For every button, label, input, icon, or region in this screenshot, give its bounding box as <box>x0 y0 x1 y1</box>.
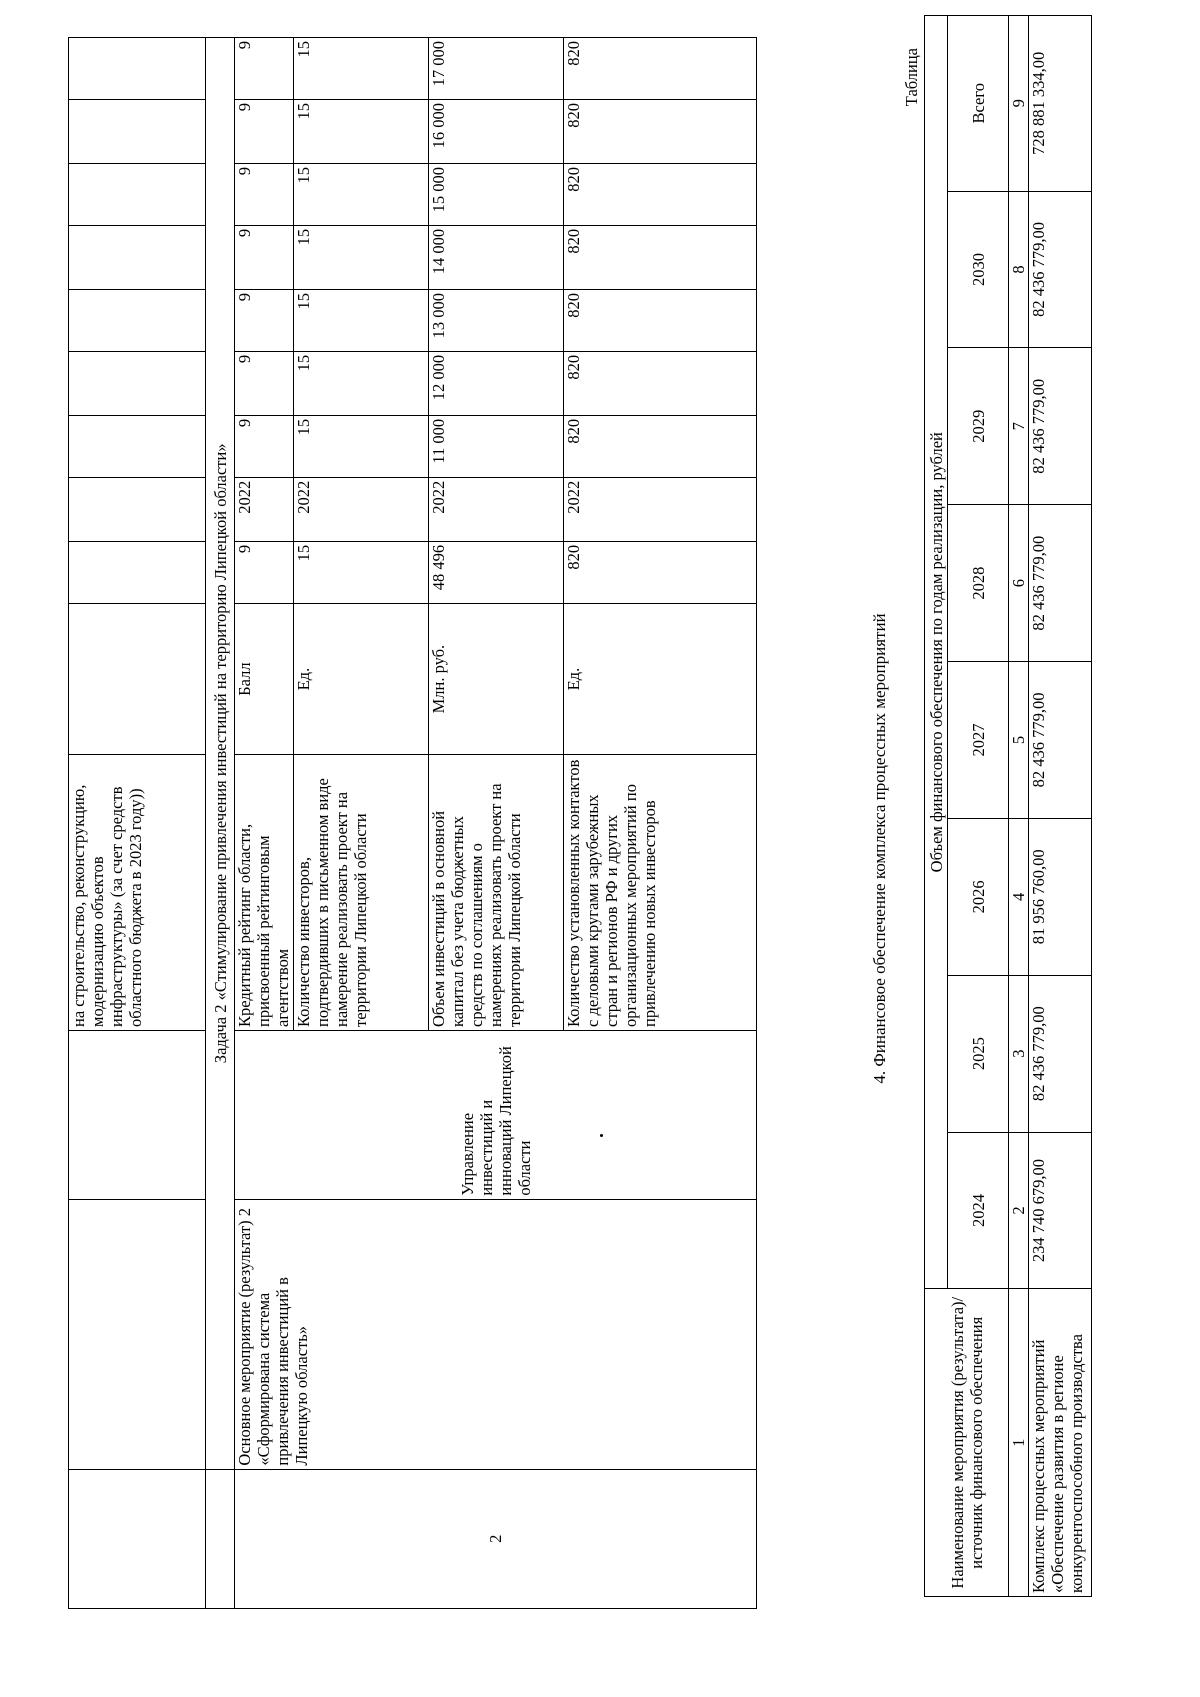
value-cell: 820 <box>564 415 757 477</box>
amount-cell: 728 881 334,00 <box>1029 16 1092 192</box>
base-value: 9 <box>235 541 294 603</box>
scan-speck <box>600 1134 603 1137</box>
amount-cell: 82 436 779,00 <box>1029 662 1092 819</box>
value-cell: 9 <box>235 351 294 415</box>
column-number: 7 <box>1009 348 1029 505</box>
year-header: 2024 <box>948 1132 1009 1289</box>
value-cell: 15 <box>294 225 429 289</box>
indicator-unit: Балл <box>235 603 294 755</box>
indicator-row <box>235 38 294 1609</box>
value-cell: 13 000 <box>429 289 564 351</box>
indicator-name: Объем инвестиций в основной капитал без учета бюджетных средств по соглашениям о намерениях реализовать проект на территории Липецкой области <box>429 755 564 1031</box>
section-title: 4. Финансовое обеспечение комплекса процессных мероприятий <box>870 613 889 1084</box>
column-number: 1 <box>1009 1289 1029 1597</box>
base-year: 2022 <box>235 477 294 541</box>
indicator-name: Кредитный рейтинг области, присвоенный рейтинговым агентством <box>235 755 294 1031</box>
indicator-name: Количество установленных контактов с деловыми кругами зарубежных стран и регионов РФ и других организационных мероприятий по привлечению новых инвесторов <box>564 755 757 1031</box>
column-number: 3 <box>1009 975 1029 1132</box>
year-header: 2029 <box>948 348 1009 505</box>
column-number: 2 <box>1009 1132 1029 1289</box>
indicator-unit: Ед. <box>564 603 757 755</box>
amount-cell: 82 436 779,00 <box>1029 348 1092 505</box>
value-cell: 9 <box>235 415 294 477</box>
indicator-unit: Млн. руб. <box>429 603 564 755</box>
year-header: 2026 <box>948 818 1009 975</box>
value-cell: 15 <box>294 99 429 163</box>
value-cell: 9 <box>235 38 294 100</box>
year-header: 2027 <box>948 662 1009 819</box>
column-number: 8 <box>1009 191 1029 348</box>
activity-name: Основное мероприятие (результат) 2 «Сформирована система привлечения инвестиций в Липецкую область» <box>235 1199 757 1469</box>
year-header: 2025 <box>948 975 1009 1132</box>
responsible-org: Управление инвестиций и инноваций Липецкой области <box>235 1031 757 1200</box>
continuation-text: на строительство, реконструкцию, модернизацию объектов инфраструктуры» (за счет средств областного бюджета в 2023 году)) <box>69 755 206 1031</box>
amount-cell: 82 436 779,00 <box>1029 975 1092 1132</box>
continuation-row <box>69 38 206 1609</box>
year-header: 2030 <box>948 191 1009 348</box>
value-cell: 820 <box>564 99 757 163</box>
funding-table <box>924 15 1092 1597</box>
value-cell: 15 <box>294 164 429 226</box>
value-cell: 15 <box>294 351 429 415</box>
task-title: Задача 2 «Стимулирование привлечения инвестиций на территорию Липецкой области» <box>206 38 235 1470</box>
value-cell: 9 <box>235 164 294 226</box>
value-cell: 15 000 <box>429 164 564 226</box>
table-label: Таблица <box>902 48 921 107</box>
base-year: 2022 <box>564 477 757 541</box>
base-year: 2022 <box>429 477 564 541</box>
value-cell: 820 <box>564 289 757 351</box>
column-number: 9 <box>1009 16 1029 192</box>
value-cell: 17 000 <box>429 38 564 100</box>
task-row <box>206 38 235 1609</box>
funding-data-row <box>1029 16 1092 1597</box>
value-cell: 14 000 <box>429 225 564 289</box>
base-value: 48 496 <box>429 541 564 603</box>
value-cell: 9 <box>235 99 294 163</box>
value-cell: 9 <box>235 225 294 289</box>
value-cell: 15 <box>294 38 429 100</box>
column-numbers-row <box>1009 16 1029 1597</box>
name-header: Наименование мероприятия (результата)/источник финансового обеспечения <box>925 1289 1009 1597</box>
value-cell: 820 <box>564 38 757 100</box>
group-header: Объем финансового обеспечения по годам реализации, рублей <box>925 16 948 1289</box>
value-cell: 820 <box>564 164 757 226</box>
column-number: 4 <box>1009 818 1029 975</box>
amount-cell: 82 436 779,00 <box>1029 191 1092 348</box>
program-name: Комплекс процессных мероприятий «Обеспечение развития в регионе конкурентоспособного производства <box>1029 1289 1092 1597</box>
funding-header-row <box>925 16 948 1597</box>
indicators-table <box>68 37 757 1609</box>
column-number: 6 <box>1009 505 1029 662</box>
value-cell: 820 <box>564 351 757 415</box>
row-number: 2 <box>235 1469 757 1608</box>
value-cell: 15 <box>294 289 429 351</box>
amount-cell: 234 740 679,00 <box>1029 1132 1092 1289</box>
column-number: 5 <box>1009 662 1029 819</box>
year-header: 2028 <box>948 505 1009 662</box>
year-header: Всего <box>948 16 1009 192</box>
amount-cell: 81 956 760,00 <box>1029 818 1092 975</box>
value-cell: 9 <box>235 289 294 351</box>
indicator-name: Количество инвесторов, подтвердивших в письменном виде намерение реализовать проект на территории Липецкой области <box>294 755 429 1031</box>
base-value: 15 <box>294 541 429 603</box>
amount-cell: 82 436 779,00 <box>1029 505 1092 662</box>
value-cell: 15 <box>294 415 429 477</box>
value-cell: 12 000 <box>429 351 564 415</box>
base-year: 2022 <box>294 477 429 541</box>
indicator-unit: Ед. <box>294 603 429 755</box>
value-cell: 820 <box>564 225 757 289</box>
base-value: 820 <box>564 541 757 603</box>
value-cell: 11 000 <box>429 415 564 477</box>
value-cell: 16 000 <box>429 99 564 163</box>
